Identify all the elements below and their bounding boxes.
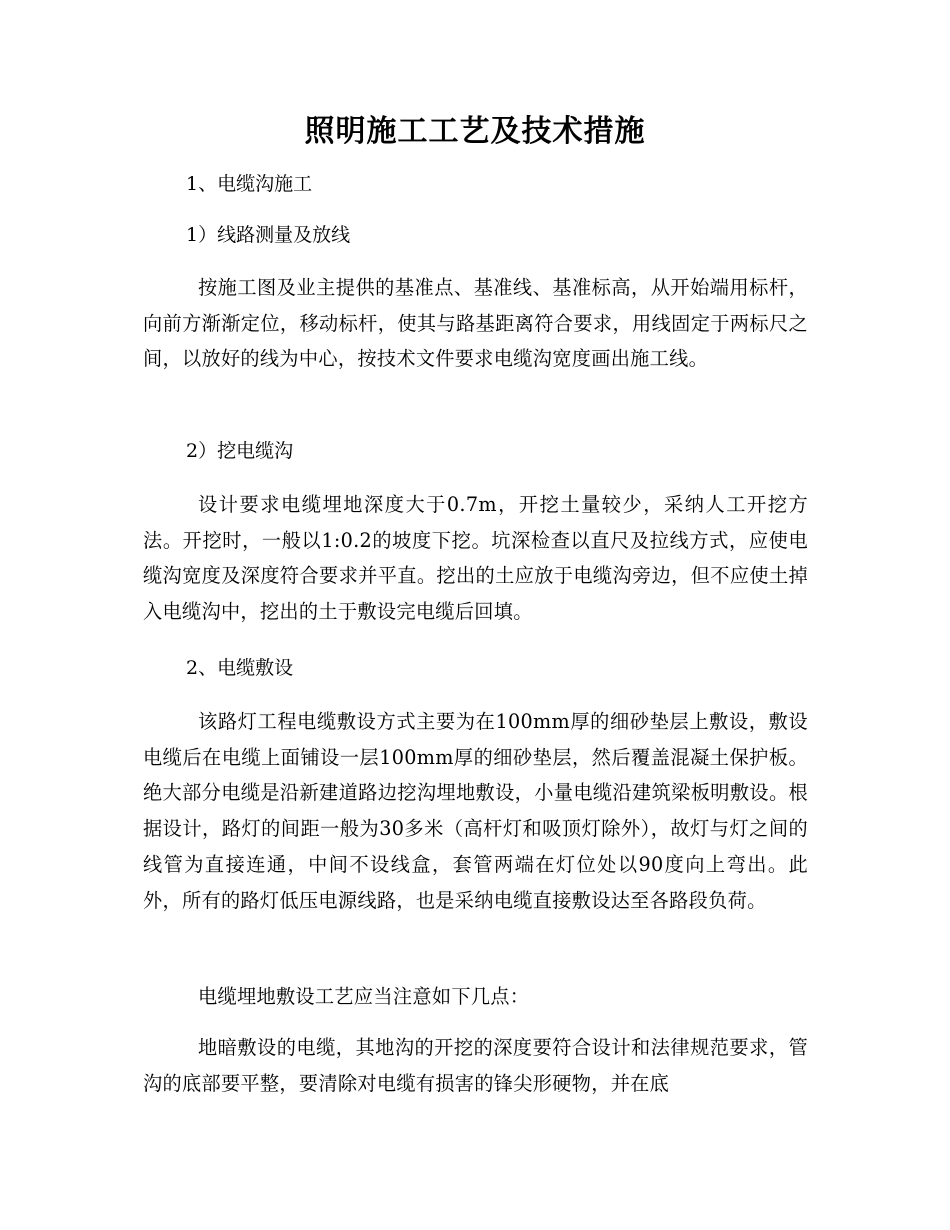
subsection-heading-survey: 1）线路测量及放线 bbox=[186, 224, 351, 246]
subsection-heading-dig-trench: 2）挖电缆沟 bbox=[186, 440, 294, 462]
paragraph-dig-trench: 设计要求电缆埋地深度大于0.7m，开挖土量较少，采纳人工开挖方法。开挖时，一般以1:0.2的坡度下挖。坑深检查以直尺及拉线方式，应使电缆沟宽度及深度符合要求并平直。挖出的土应放于电缆沟旁边，但不应使土掉入电缆沟中，挖出的土于敷设完电缆后回填。 bbox=[143, 493, 808, 624]
paragraph-buried-cable: 地暗敷设的电缆，其地沟的开挖的深度要符合设计和法律规范要求，管沟的底部要平整，要清除对电缆有损害的锋尖形硬物，并在底 bbox=[143, 1036, 808, 1095]
paragraph-notes-intro: 电缆埋地敷设工艺应当注意如下几点： bbox=[198, 985, 530, 1008]
paragraph-cable-laying: 该路灯工程电缆敷设方式主要为在100mm厚的细砂垫层上敷设，敷设电缆后在电缆上面铺设一层100mm厚的细砂垫层，然后覆盖混凝土保护板。绝大部分电缆是沿新建道路边挖沟埋地敷设，小量电缆沿建筑梁板明敷设。根据设计，路灯的间距一般为30多米（高杆灯和吸顶灯除外），故灯与灯之间的线管为直接连通，中间不设线盒，套管两端在灯位处以90度向上弯出。此外，所有的路灯低压电源线路，也是采纳电缆直接敷设达至各路段负荷。 bbox=[143, 710, 808, 912]
section-heading-cable-trench: 1、电缆沟施工 bbox=[186, 173, 313, 195]
document-title: 照明施工工艺及技术措施 bbox=[304, 114, 646, 149]
paragraph-survey: 按施工图及业主提供的基准点、基准线、基准标高，从开始端用标杆，向前方渐渐定位，移动标杆，使其与路基距离符合要求，用线固定于两标尺之间，以放好的线为中心，按技术文件要求电缆沟宽度画出施工线。 bbox=[143, 276, 808, 371]
section-heading-cable-laying: 2、电缆敷设 bbox=[186, 657, 294, 679]
